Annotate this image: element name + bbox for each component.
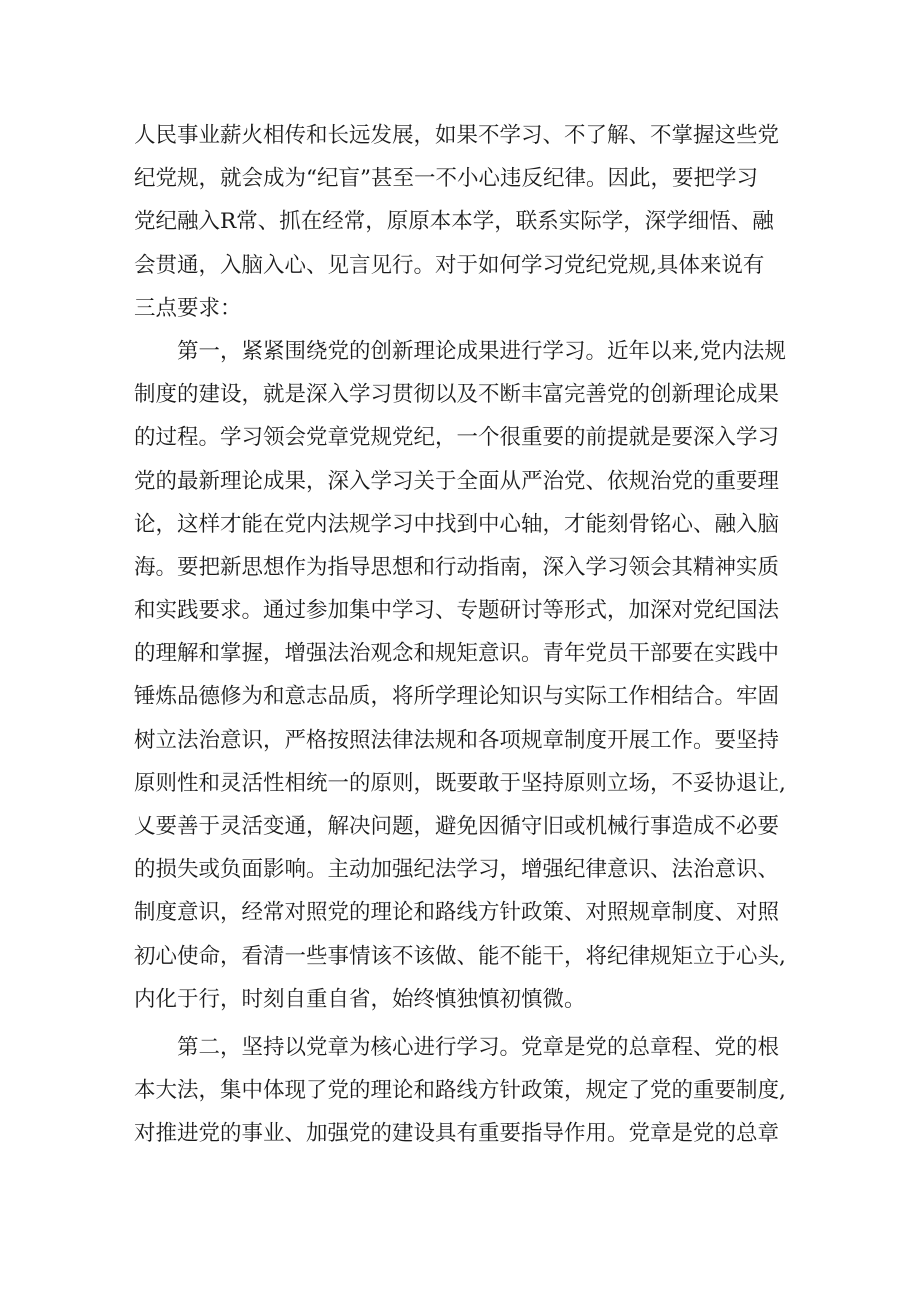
text-line: 三点要求：: [134, 295, 242, 321]
text-line: 纪党规，就会成为“纪盲”甚至一不小心违反纪律。因此，要把学习: [134, 166, 758, 192]
text-line: 的损失或负面影响。主动加强纪法学习，增强纪律意识、法治意识、: [134, 857, 780, 883]
text-line: 党的最新理论成果，深入学习关于全面从严治党、依规治党的重要理: [134, 468, 780, 494]
text-line: 党纪融入R常、抓在经常，原原本本学，联系实际学，深学细悟、融: [134, 209, 774, 235]
text-line: 制度意识，经常对照党的理论和路线方针政策、对照规章制度、对照: [134, 900, 780, 926]
text-line: 制度的建设，就是深入学习贯彻以及不断丰富完善党的创新理论成果: [134, 382, 780, 408]
text-line: 和实践要求。通过参加集中学习、专题研讨等形式，加深对党纪国法: [134, 598, 780, 624]
paragraph-first-point: [134, 330, 798, 1021]
text-line: 原则性和灵活性相统一的原则，既要敢于坚持原则立场，不妥协退让,: [134, 770, 786, 796]
text-line: 锤炼品德修为和意志品质，将所学理论知识与实际工作相结合。牢固: [134, 684, 780, 710]
text-line: 本大法，集中体现了党的理论和路线方针政策，规定了党的重要制度,: [134, 1078, 786, 1104]
text-line: 初心使命，看清一些事情该不该做、能不能干，将纪律规矩立于心头,: [134, 943, 786, 969]
paragraph-intro-continuation: [134, 114, 798, 330]
text-line: 树立法治意识，严格按照法律法规和各项规章制度开展工作。要坚持: [134, 727, 780, 753]
text-line: 海。要把新思想作为指导思想和行动指南，深入学习领会其精神实质: [134, 554, 780, 580]
text-line: 乂要善于灵活变通，解决问题，避免因循守旧或机械行事造成不必要: [134, 814, 780, 839]
document-body: [134, 114, 798, 1156]
text-line: 内化于行，时刻自重自省，始终慎独慎初慎微。: [134, 986, 586, 1012]
text-line: 第二，坚持以党章为核心进行学习。党章是党的总章程、党的根: [134, 1034, 780, 1060]
paragraph-second-point: [134, 1026, 798, 1156]
text-line: 对推进党的事业、加强党的建设具有重要指导作用。党章是党的总章: [134, 1121, 780, 1147]
text-line: 的理解和掌握，增强法治观念和规矩意识。青年党员干部要在实践中: [134, 641, 780, 667]
text-line: 的过程。学习领会党章党规党纪，一个很重要的前提就是要深入学习: [134, 425, 780, 451]
text-line: 人民事业薪火相传和长远发展，如果不学习、不了解、不掌握这些党: [134, 123, 780, 148]
text-line: 第一，紧紧围绕党的创新理论成果进行学习。近年以来,党内法规: [134, 338, 786, 364]
text-line: 会贯通，入脑入心、见言见行。对于如何学习党纪党规,具体来说有: [134, 252, 765, 278]
text-line: 论，这样才能在党内法规学习中找到中心轴，才能刻骨铭心、融入脑: [134, 511, 780, 537]
